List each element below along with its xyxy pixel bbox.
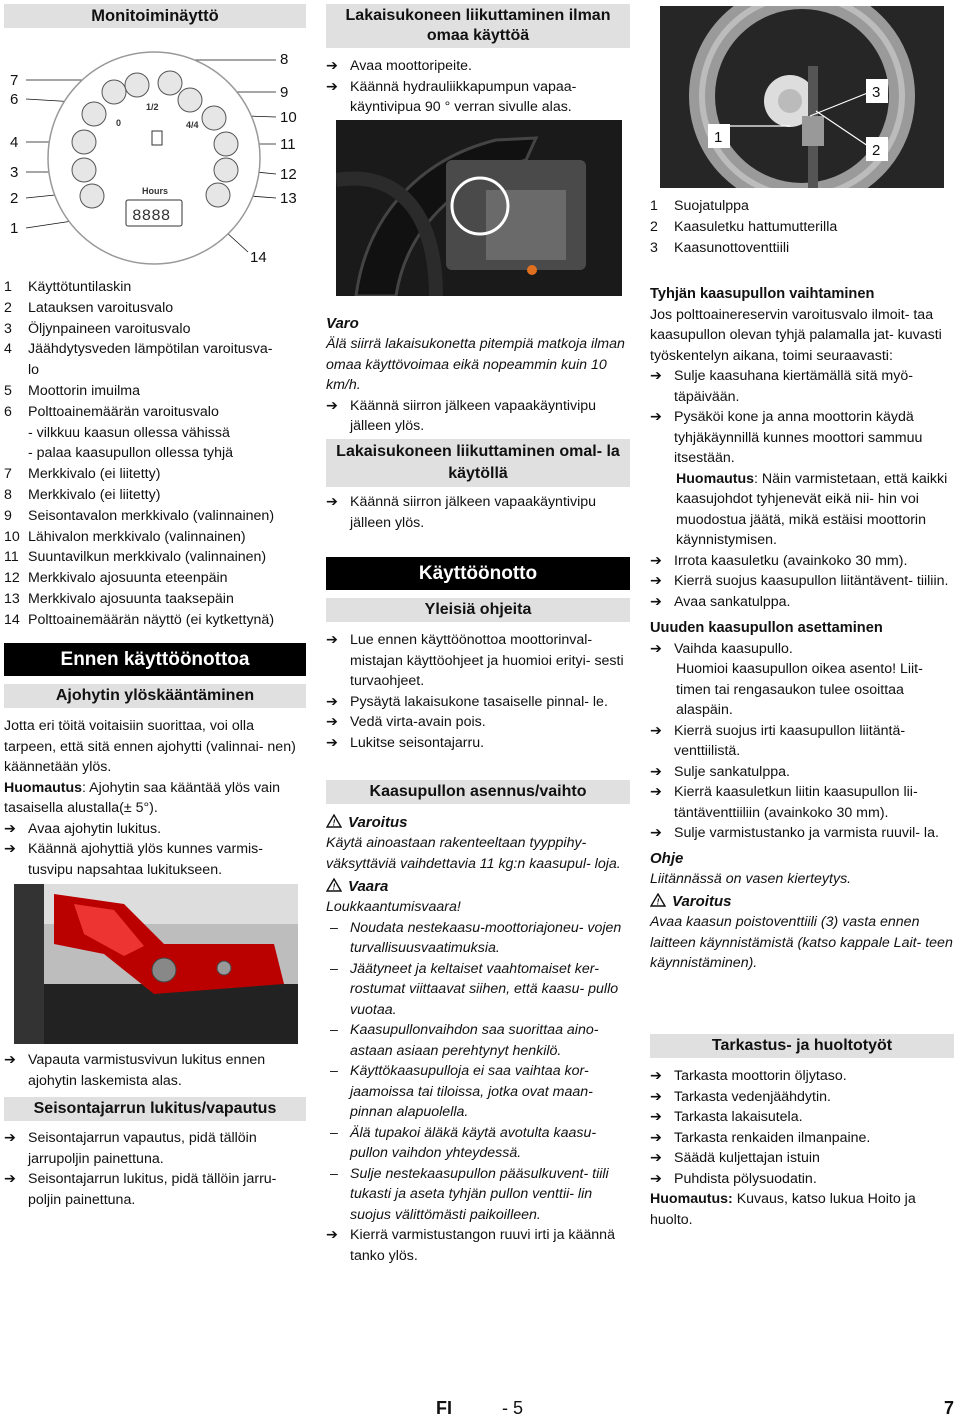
step-brake-lock: ➔ Seisontajarrun lukitus, pidä tällöin jarru- poljin painettuna. bbox=[4, 1171, 277, 1208]
cab-lock-photo bbox=[14, 884, 298, 1044]
svg-text:!: ! bbox=[332, 818, 336, 828]
danger-item: – Noudata nestekaasu-moottoriajoneu- vojen turvallisuusvaatimuksia. bbox=[330, 919, 622, 956]
varoitus-heading: ! Varoitus bbox=[326, 812, 626, 833]
maint-step-2: ➔ Tarkasta vedenjäähdytin. bbox=[650, 1088, 831, 1105]
callout-7: 7 bbox=[10, 72, 19, 89]
monitor-title: Monitoiminäyttö bbox=[4, 4, 306, 28]
step-brake-release: ➔ Seisontajarrun vapautus, pidä tällöin jarrupoljin painettuna. bbox=[4, 1130, 257, 1167]
warning-icon bbox=[326, 878, 342, 892]
general-step-1: ➔ Lue ennen käyttöönottoa moottorinval- mistajan käyttöohjeet ja huomioi erityi- sesti turvaohjeet. bbox=[326, 632, 624, 689]
varoitus-text: Käytä ainoastaan rakenteeltaan tyyppihy- väksyttäviä vaihdettavia 11 kg:n kaasupul- loja. bbox=[326, 835, 621, 872]
new-step-5: ➔ Sulje varmistustanko ja varmista ruuvil- la. bbox=[650, 825, 939, 841]
heading-empty-bottle: Tyhjän kaasupullon vaihtaminen bbox=[650, 286, 875, 302]
general-step-4: ➔ Lukitse seisontajarru. bbox=[326, 734, 485, 751]
warning-icon bbox=[650, 893, 666, 907]
gauge-hours: Hours bbox=[142, 186, 169, 196]
vaara-heading: ! Vaara bbox=[326, 876, 626, 897]
hydraulic-pump-photo bbox=[336, 120, 622, 296]
step-lever-up-1: ➔ Käännä siirron jälkeen vapaakäyntivipu jälleen ylös. bbox=[326, 397, 597, 434]
callout-11: 11 bbox=[280, 136, 296, 153]
warning-icon bbox=[326, 814, 342, 828]
callout-2: 2 bbox=[10, 190, 19, 207]
callout-10: 10 bbox=[280, 109, 297, 126]
callout-8: 8 bbox=[280, 51, 289, 68]
maint-step-6: ➔ Puhdista pölysuodatin. bbox=[650, 1170, 817, 1187]
photo-callout-3: 3 bbox=[872, 84, 881, 101]
callout-14: 14 bbox=[250, 249, 267, 266]
footer-page-number: 7 bbox=[944, 1398, 955, 1418]
callout-6: 6 bbox=[10, 91, 19, 108]
empty-step-5: ➔ Avaa sankatulppa. bbox=[650, 593, 791, 610]
heading-cab-tilt: Ajohytin ylöskääntäminen bbox=[4, 684, 306, 708]
general-step-3: ➔ Vedä virta-avain pois. bbox=[326, 714, 486, 730]
heading-parking-brake: Seisontajarrun lukitus/vapautus bbox=[4, 1097, 306, 1121]
gauge-half: 1/2 bbox=[146, 102, 159, 112]
empty-step-4: ➔ Kierrä suojus kaasupullon liitäntävent- tiiliin. bbox=[650, 573, 949, 589]
empty-note: Huomautus: Näin varmistetaan, että kaikki kaasujohdot tyhjenevät eikä nii- hin voi muodostua jäätä, mikä estäisi moottorin käynnistymisen. bbox=[676, 470, 948, 548]
empty-step-2: ➔ Pysäköi kone ja anna moottorin käydä tyhjäkäynnillä kunnes moottori sammuu itsestään. bbox=[650, 409, 923, 466]
photo-legend: 1 Suojatulppa 2 Kaasuletku hattumutterilla 3 Kaasunottoventtiili bbox=[650, 198, 838, 256]
danger-item: – Jäätyneet ja keltaiset vaahtomaiset ker- rostumat viittaavat siihen, että kaasu- pullo vuotaa. bbox=[330, 960, 619, 1018]
maint-note: Huomautus: Kuvaus, katso lukua Hoito ja huolto. bbox=[650, 1191, 916, 1228]
gauge-zero: 0 bbox=[116, 118, 122, 128]
vaara-text: Loukkaantumisvaara! bbox=[326, 899, 461, 915]
photo-callout-1: 1 bbox=[714, 129, 723, 146]
empty-step-1: ➔ Sulje kaasuhana kiertämällä sitä myö- täpäivään. bbox=[650, 368, 913, 405]
heading-new-bottle: Uuuden kaasupullon asettaminen bbox=[650, 620, 883, 636]
empty-paragraph: Jos polttoainereservin varoitusvalo ilmoit- taa kaasupullon olevan tyhjä palamalla jat- kuvasti työskentelyn aikana, toimi seuraavasti: bbox=[650, 306, 942, 364]
gauge-full: 4/4 bbox=[186, 120, 199, 130]
monitor-diagram bbox=[4, 30, 306, 270]
varoitus-heading-2: ! Varoitus bbox=[650, 891, 954, 912]
new-note: Huomioi kaasupullon oikea asento! Liit- timen tai rengasaukon tulee osoittaa alaspäin. bbox=[676, 661, 923, 718]
footer-language: FI bbox=[436, 1398, 452, 1418]
step-unscrew-bar: ➔ Kierrä varmistustangon ruuvi irti ja käännä tanko ylös. bbox=[326, 1227, 615, 1264]
cab-tilt-paragraph: Jotta eri töitä voitaisiin suorittaa, voi olla tarpeen, että sitä ennen ajohytti (valinnai- nen) käännetään ylös. bbox=[4, 718, 296, 775]
maint-step-1: ➔ Tarkasta moottorin öljytaso. bbox=[650, 1068, 847, 1084]
step-tilt-cab: ➔ Käännä ajohyttiä ylös kunnes varmis- tusvipu napsahtaa lukitukseen. bbox=[4, 841, 264, 878]
callout-4: 4 bbox=[10, 134, 19, 151]
heading-general: Yleisiä ohjeita bbox=[326, 598, 630, 622]
empty-step-3: ➔ Irrota kaasuletku (avainkoko 30 mm). bbox=[650, 552, 908, 569]
general-step-2: ➔ Pysäytä lakaisukone tasaiselle pinnal- le. bbox=[326, 693, 608, 710]
danger-item: – Sulje nestekaasupullon pääsulkuvent- tiili tukasti ja aseta tyhjän pullon venttii- lin suojus välittömästi paikoilleen. bbox=[330, 1165, 609, 1223]
heading-move-own-drive: Lakaisukoneen liikuttaminen omal- la käytöllä bbox=[326, 439, 630, 487]
step-release-lock: ➔ Vapauta varmistusvivun lukitus ennen ajohytin laskemista alas. bbox=[4, 1052, 266, 1089]
maint-step-3: ➔ Tarkasta lakaisutela. bbox=[650, 1109, 803, 1125]
callout-3: 3 bbox=[10, 164, 19, 181]
new-step-4: ➔ Kierrä kaasuletkun liitin kaasupullon lii- täntäventtiiliin (avainkoko 30 mm). bbox=[650, 784, 918, 821]
svg-text:8888: 8888 bbox=[132, 207, 171, 225]
varo-label: Varo bbox=[326, 315, 359, 332]
callout-13: 13 bbox=[280, 190, 297, 207]
ohje-text: Liitännässä on vasen kierteytys. bbox=[650, 870, 852, 887]
maint-step-5: ➔ Säädä kuljettajan istuin bbox=[650, 1150, 820, 1166]
new-step-1: ➔ Vaihda kaasupullo. bbox=[650, 640, 793, 657]
danger-item: – Älä tupakoi äläkä käytä avotulta kaasu- pullon vaihdon yhteydessä. bbox=[330, 1124, 597, 1161]
heading-maintenance: Tarkastus- ja huoltotyöt bbox=[650, 1034, 954, 1058]
danger-item: – Käyttökaasupulloja ei saa vaihtaa kor- jaamoissa tai tiloissa, jotka ovat maan- pinnan alapuolella. bbox=[330, 1063, 593, 1120]
step-lever-up-2: ➔ Käännä siirron jälkeen vapaakäyntivipu jälleen ylös. bbox=[326, 494, 597, 531]
new-step-2: ➔ Kierrä suojus irti kaasupullon liitäntä- venttiilistä. bbox=[650, 722, 906, 759]
footer-page: - 5 bbox=[502, 1398, 524, 1418]
step-open-cab-lock: ➔ Avaa ajohytin lukitus. bbox=[4, 820, 162, 837]
ohje-label: Ohje bbox=[650, 849, 684, 867]
new-step-3: ➔ Sulje sankatulppa. bbox=[650, 763, 790, 780]
step-open-hood: ➔ Avaa moottoripeite. bbox=[326, 58, 472, 74]
indicator-legend: 1 Käyttötuntilaskin 2 Latauksen varoitusvalo 3 Öljynpaineen varoitusvalo 4 Jäähdytysveden lämpötilan varoitusva- lo 5 Moottorin imuilma 6 Polttoainemäärän varoitusvalo - vilkkuu kaasun ollessa vähissä - palaa kaasupullon ollessa tyhjä 7 Merkkivalo (ei liitetty) 8 Merkkivalo (ei liitetty) 9 Seisontavalon merkkivalo (valinnainen) 10 Lähivalon merkkivalo (valinnainen) 11 Suuntavilkun merkkivalo (valinnainen) 12 Merkkivalo ajosuunta eteenpäin 13 Merkkivalo ajosuunta taaksepäin 14 Polttoainemäärän näyttö (ei kytkettynä) bbox=[4, 279, 275, 628]
heading-move-without-drive: Lakaisukoneen liikuttaminen ilman omaa käyttöä bbox=[326, 4, 630, 48]
maint-step-4: ➔ Tarkasta renkaiden ilmanpaine. bbox=[650, 1129, 871, 1146]
callout-1: 1 bbox=[10, 220, 19, 237]
callout-9: 9 bbox=[280, 84, 289, 101]
varo-text: Älä siirrä lakaisukonetta pitempiä matkoja ilman omaa käyttövoimaa eikä nopeammin kuin 10 km/h. bbox=[326, 336, 625, 393]
section-commissioning: Käyttöönotto bbox=[326, 557, 630, 590]
step-turn-lever: ➔ Käännä hydrauliikkapumpun vapaa- käyntivipua 90 ° verran sivulle alas. bbox=[326, 78, 577, 115]
svg-text:!: ! bbox=[656, 897, 660, 907]
gas-valve-photo bbox=[660, 6, 944, 188]
callout-12: 12 bbox=[280, 166, 297, 183]
section-before-use: Ennen käyttöönottoa bbox=[4, 643, 306, 676]
heading-gas-bottle: Kaasupullon asennus/vaihto bbox=[326, 780, 630, 804]
cab-tilt-note: Huomautus: Ajohytin saa kääntää ylös vain tasaisella alustalla(± 5°). bbox=[4, 779, 280, 816]
danger-item: – Kaasupullonvaihdon saa suorittaa aino- astaan asiaan perehtynyt henkilö. bbox=[330, 1022, 599, 1059]
photo-callout-2: 2 bbox=[872, 142, 881, 159]
varoitus-text-2: Avaa kaasun poistoventtiili (3) vasta ennen laitteen käynnistämistä (katso kappale Lait- teen käynnistäminen). bbox=[650, 914, 953, 971]
svg-text:!: ! bbox=[332, 882, 336, 892]
